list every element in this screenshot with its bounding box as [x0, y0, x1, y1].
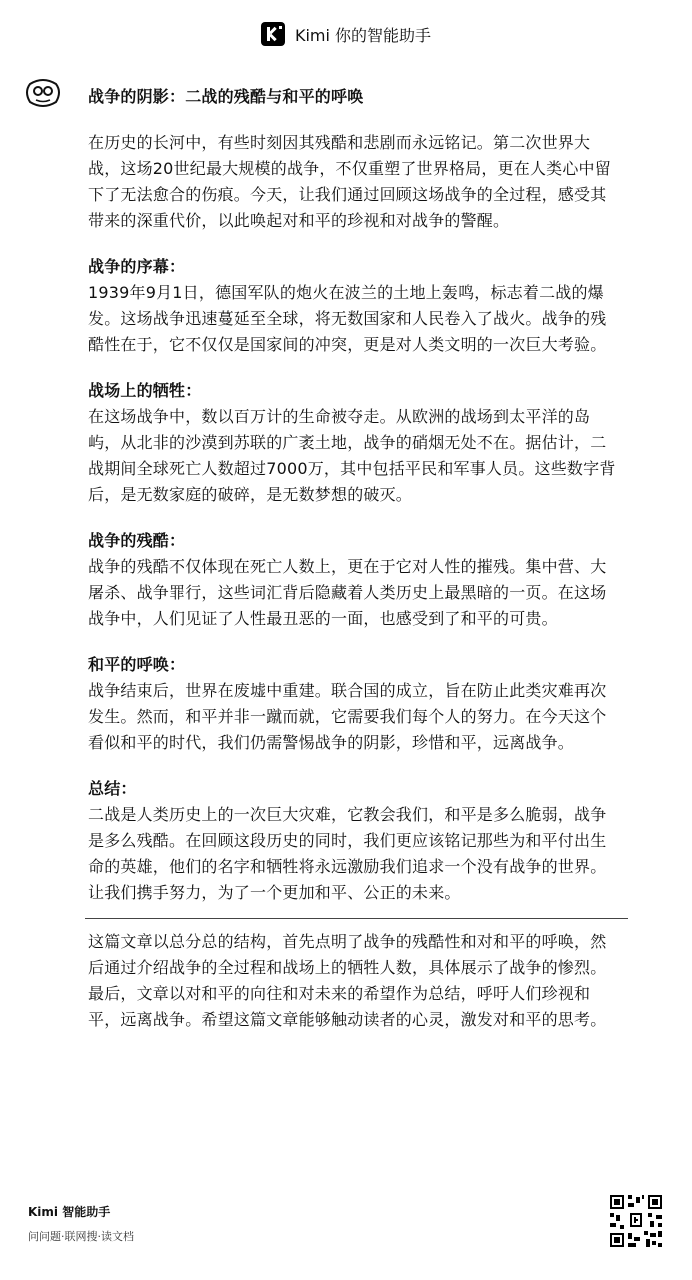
- kimi-avatar-icon: [24, 78, 62, 108]
- article-intro: 在历史的长河中，有些时刻因其残酷和悲剧而永远铭记。第二次世界大战，这场20世纪最大规模的战争，不仅重塑了世界格局，更在人类心中留下了无法愈合的伤痕。今天，让我们通过回顾这场战争的全过程，感受其带来的深重代价，以此唤起对和平的珍视和对战争的警醒。: [88, 133, 611, 230]
- header-title: Kimi 你的智能助手: [294, 25, 432, 45]
- message-content: [88, 84, 616, 1053]
- section-heading: 战争的残酷：: [88, 531, 186, 550]
- footer-brand: Kimi 智能助手: [28, 1205, 111, 1219]
- section-heading: 和平的呼唤：: [88, 655, 186, 674]
- section-heading: 战场上的牺牲：: [88, 381, 202, 400]
- section-heading: 总结：: [88, 779, 137, 798]
- article-afterword: 这篇文章以总分总的结构，首先点明了战争的残酷性和对和平的呼唤，然后通过介绍战争的全过程和战场上的牺牲人数，具体展示了战争的惨烈。最后，文章以对和平的向往和对未来的希望作为总结，呼吁人们珍视和平，远离战争。希望这篇文章能够触动读者的心灵，激发对和平的思考。: [88, 932, 607, 1029]
- section-heading: 战争的序幕：: [88, 257, 186, 276]
- divider: [85, 918, 628, 919]
- section-body: 战争的残酷不仅体现在死亡人数上，更在于它对人性的摧残。集中营、大屠杀、战争罪行，这些词汇背后隐藏着人类历史上最黑暗的一页。在这场战争中，人们见证了人性最丑恶的一面，也感受到了和平的可贵。: [88, 557, 607, 628]
- article-title: 战争的阴影：二战的残酷与和平的呼唤: [88, 87, 364, 106]
- section-body: 1939年9月1日，德国军队的炮火在波兰的土地上轰鸣，标志着二战的爆发。这场战争迅速蔓延至全球，将无数国家和人民卷入了战火。战争的残酷性在于，它不仅仅是国家间的冲突，更是对人类文明的一次巨大考验。: [88, 283, 607, 354]
- footer-tagline: 问问题·联网搜·读文档: [28, 1230, 134, 1243]
- section-body: 在这场战争中，数以百万计的生命被夺走。从欧洲的战场到太平洋的岛屿，从北非的沙漠到苏联的广袤土地，战争的硝烟无处不在。据估计，二战期间全球死亡人数超过7000万，其中包括平民和军事人员。这些数字背后，是无数家庭的破碎，是无数梦想的破灭。: [88, 407, 616, 504]
- kimi-logo-icon: [261, 22, 285, 46]
- app-header: [0, 14, 692, 54]
- qr-code-icon: [610, 1195, 662, 1247]
- section-body: 战争结束后，世界在废墟中重建。联合国的成立，旨在防止此类灾难再次发生。然而，和平并非一蹴而就，它需要我们每个人的努力。在今天这个看似和平的时代，我们仍需警惕战争的阴影，珍惜和平，远离战争。: [88, 681, 607, 752]
- section-body: 二战是人类历史上的一次巨大灾难，它教会我们，和平是多么脆弱，战争是多么残酷。在回顾这段历史的同时，我们更应该铭记那些为和平付出生命的英雄，他们的名字和牺牲将永远激励我们追求一个没有战争的世界。让我们携手努力，为了一个更加和平、公正的未来。: [88, 805, 607, 902]
